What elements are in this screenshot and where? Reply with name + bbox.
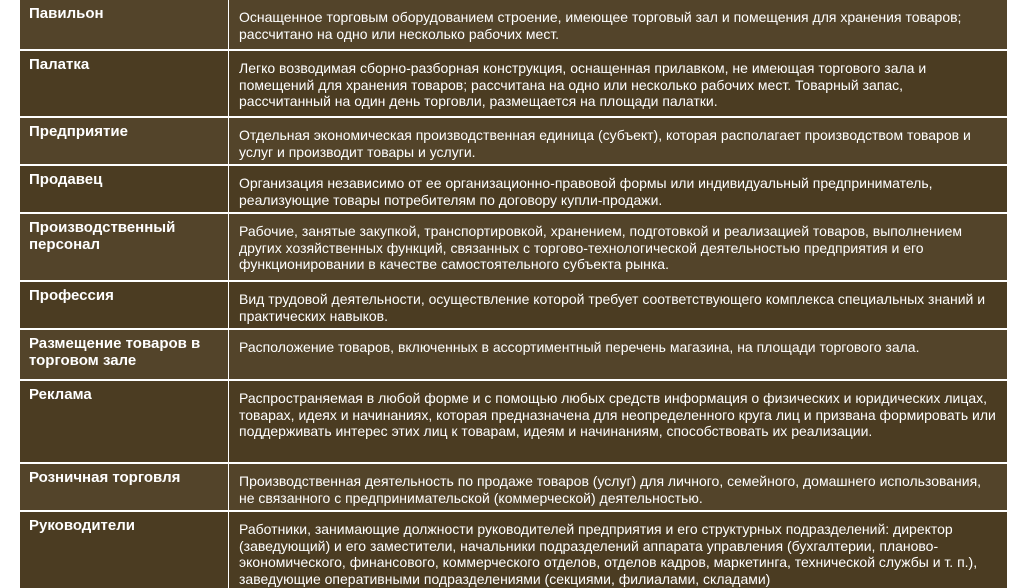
- term-cell: Производственный персонал: [20, 214, 228, 280]
- definition-cell: Рабочие, занятые закупкой, транспортировкой, хранением, подготовкой и реализацией товаров, выполнением других хозяйственных функций, связанных с торгово-технологической деятельностью предприятия и его функционировании в качестве самостоятельного субъекта рынка.: [229, 214, 1007, 280]
- term-cell: Руководители: [20, 512, 228, 588]
- definition-cell: Оснащенное торговым оборудованием строение, имеющее торговый зал и помещения для хранения товаров; рассчитано на одно или несколько рабочих мест.: [229, 0, 1007, 49]
- definition-cell: Производственная деятельность по продаже товаров (услуг) для личного, семейного, домашнего использования, не связанного с предпринимательской (коммерческой) деятельностью.: [229, 464, 1007, 510]
- definition-cell: Легко возводимая сборно-разборная конструкция, оснащенная прилавком, не имеющая торгового зала и помещений для хранения товаров; рассчитана на одно или несколько рабочих мест. Товарный запас, рассчитанный на один день торговли, размещается на площади палатки.: [229, 51, 1007, 116]
- definition-cell: Работники, занимающие должности руководителей предприятия и его структурных подразделений: директор (заведующий) и его заместители, начальники подразделений аппарата управления (бухгалтерии, планово-экономического, финансового, коммерческого отделов, отделов кадров, маркетинга, технической службы и т. п.), заведующие оперативными подразделениями (секциями, филиалами, складами): [229, 512, 1007, 588]
- term-cell: Палатка: [20, 51, 228, 116]
- glossary-table: [20, 0, 1007, 587]
- definition-cell: Отдельная экономическая производственная единица (субъект), которая располагает производством товаров и услуг и производит товары и услуги.: [229, 118, 1007, 164]
- term-cell: Размещение товаров в торговом зале: [20, 330, 228, 379]
- definition-cell: Организация независимо от ее организационно-правовой формы или индивидуальный предприниматель, реализующие товары потребителям по договору купли-продажи.: [229, 166, 1007, 212]
- term-cell: Предприятие: [20, 118, 228, 164]
- definition-cell: Расположение товаров, включенных в ассортиментный перечень магазина, на площади торгового зала.: [229, 330, 1007, 379]
- term-cell: Профессия: [20, 282, 228, 328]
- definition-cell: Распространяемая в любой форме и с помощью любых средств информация о физических и юридических лицах, товарах, идеях и начинаниях, которая предназначена для неопределенного круга лиц и призвана формировать или поддерживать интерес этих лиц к товарам, идеям и начинаниям, способствовать их реализации.: [229, 381, 1007, 462]
- definition-cell: Вид трудовой деятельности, осуществление которой требует соответствующего комплекса специальных знаний и практических навыков.: [229, 282, 1007, 328]
- term-cell: Розничная торговля: [20, 464, 228, 510]
- term-cell: Реклама: [20, 381, 228, 462]
- term-cell: Павильон: [20, 0, 228, 49]
- term-cell: Продавец: [20, 166, 228, 212]
